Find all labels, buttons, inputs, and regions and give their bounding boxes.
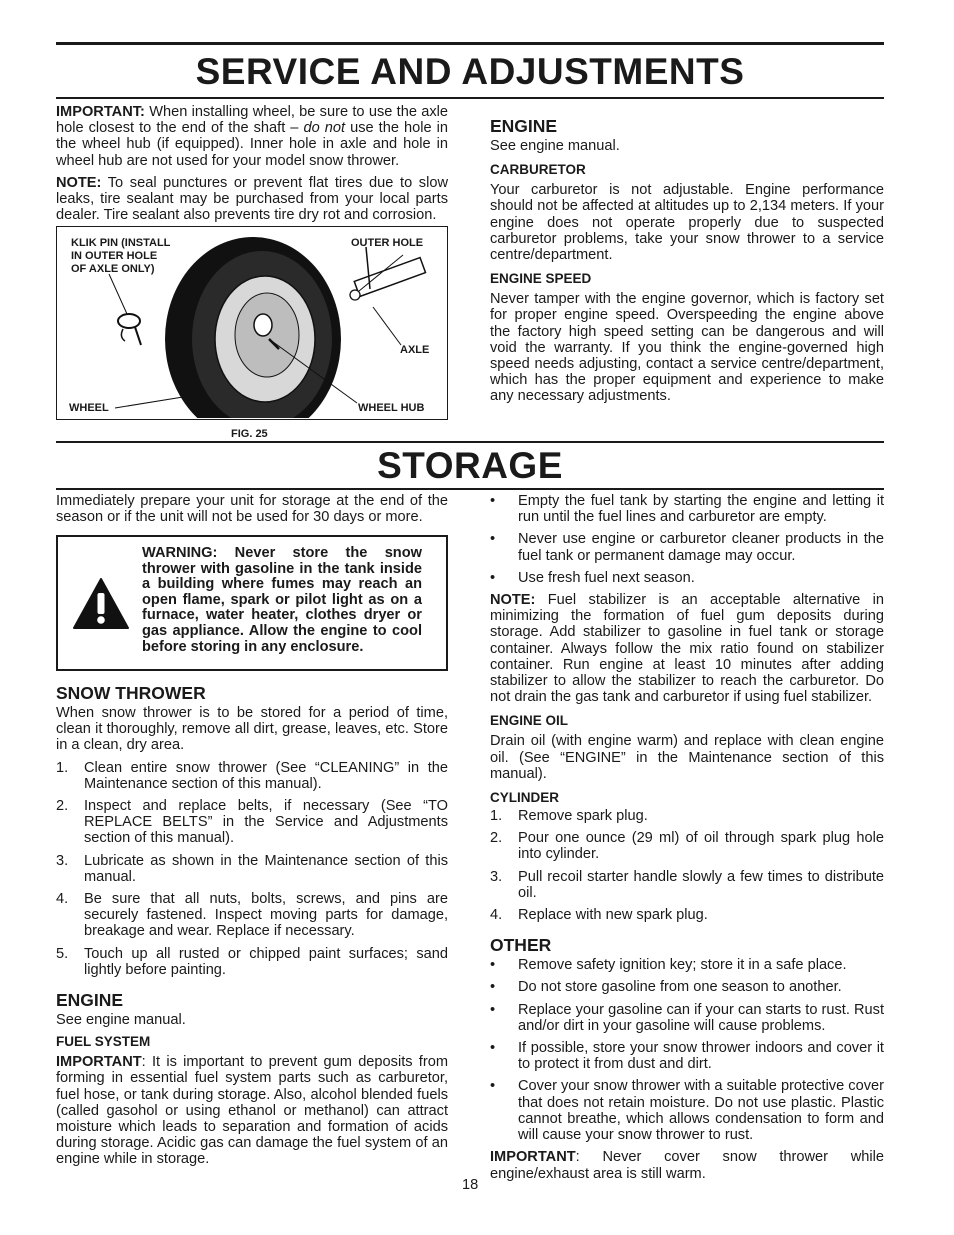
snow-thrower-section xyxy=(56,683,448,1174)
list-item: • Do not store gasoline from one season to another. xyxy=(490,979,842,996)
axle-shaft xyxy=(354,258,425,297)
klik-pin-ring xyxy=(118,314,140,328)
page-number: 18 xyxy=(462,1177,479,1193)
service-left-column xyxy=(56,104,448,229)
list-item: 4. Be sure that all nuts, bolts, screws, and pins are securely fastened. Inspect moving parts for damage, breakage and wear. Replace if necessary. xyxy=(56,891,448,940)
other-heading: OTHER xyxy=(490,935,552,956)
storage-left-column xyxy=(56,493,448,531)
engine-see-manual: See engine manual. xyxy=(490,138,620,154)
tire-sealant-note: NOTE: To seal punctures or prevent flat tires due to slow leaks, tire sealant may be purchased from your local parts dealer. Tire sealant also prevents tire dry rot and corrosion. xyxy=(56,174,448,224)
list-item: 1. Remove spark plug. xyxy=(490,808,648,825)
fuel-stabilizer-note: NOTE: Fuel stabilizer is an acceptable alternative in minimizing the formation of fuel gum deposits during storage. Add stabilizer to gasoline in fuel tank or storage container. Always follow the mix ratio found on stabilizer container. Run engine at least 10 minutes after adding stabilizer to allow the stabilizer to reach the carburetor. Do not drain the gas tank and carburetor if using fuel stabilizer. xyxy=(490,592,884,706)
cylinder-heading: CYLINDER xyxy=(490,790,560,806)
section-title-storage: STORAGE xyxy=(377,445,563,486)
carburetor-text: Your carburetor is not adjustable. Engine performance should not be affected at altitudes up to 2,134 meters. If your engine does not operate properly due to suspected carburetor problems, take your snow thrower to a service centre/department. xyxy=(490,182,884,264)
storage-engine-heading: ENGINE xyxy=(56,990,124,1011)
leader-klik xyxy=(109,274,127,314)
engine-speed-text: Never tamper with the engine governor, which is factory set for proper engine speed. Overspeeding the engine above the factory high speed setting can be dangerous and will void the warranty. If you think the engine-governed high speed needs adjusting, contact a service centre/department, which has the proper equipment and experience to make any necessary adjustments. xyxy=(490,291,884,405)
axle-outer-hole xyxy=(350,290,360,300)
list-item: 1. Clean entire snow thrower (See “CLEANING” in the Maintenance section of this manual). xyxy=(56,759,448,792)
list-item: 4. Replace with new spark plug. xyxy=(490,907,708,924)
storage-top-rule xyxy=(56,441,884,443)
list-item: 2. Inspect and replace belts, if necessary (See “TO REPLACE BELTS” in the Service and Adjustments section of this manual). xyxy=(56,798,448,847)
snow-thrower-steps xyxy=(56,760,448,978)
list-item: 2. Pour one ounce (29 ml) of oil through spark plug hole into cylinder. xyxy=(490,830,884,863)
service-title-rule xyxy=(56,97,884,99)
cover-warm-important: IMPORTANT: Never cover snow thrower while engine/exhaust area is still warm. xyxy=(490,1149,884,1182)
section-title-service: SERVICE AND ADJUSTMENTS xyxy=(195,51,745,92)
list-item: • Never use engine or carburetor cleaner products in the fuel tank or permanent damage may occur. xyxy=(490,531,884,564)
snow-thrower-heading: SNOW THROWER xyxy=(56,683,206,703)
list-item: • Use fresh fuel next season. xyxy=(490,569,695,586)
label-klik-pin: KLIK PIN (INSTALL IN OUTER HOLE OF AXLE ONLY) xyxy=(71,237,171,275)
storage-title-rule xyxy=(56,488,884,490)
label-wheel: WHEEL xyxy=(69,402,109,414)
carburetor-heading: CARBURETOR xyxy=(490,162,586,178)
list-item: 3. Pull recoil starter handle slowly a few times to distribute oil. xyxy=(490,868,884,901)
leader-wheel xyxy=(115,397,183,408)
list-item: • Cover your snow thrower with a suitable protective cover that does not retain moisture. Do not use plastic. Plastic cannot breathe, which allows condensation to form and will cause your snow thrower to rust. xyxy=(490,1078,884,1144)
warning-box xyxy=(56,535,448,671)
fuel-system-text: IMPORTANT: It is important to prevent gum deposits from forming in essential fuel system parts such as carburetor, fuel hose, or tank during storage. Also, alcohol blended fuels (called gasohol or using ethanol or methanol) can attract moisture which leads to separation and formation of acids during storage. Acidic gas can damage the fuel system of an engine while in storage. xyxy=(56,1054,448,1168)
engine-oil-heading: ENGINE OIL xyxy=(490,713,569,729)
list-item: 3. Lubricate as shown in the Maintenance section of this manual. xyxy=(56,852,448,885)
klik-pin-shaft xyxy=(135,327,141,345)
engine-heading: ENGINE xyxy=(490,116,558,136)
list-item: • Remove safety ignition key; store it in a safe place. xyxy=(490,957,847,974)
label-wheel-hub: WHEEL HUB xyxy=(358,402,425,414)
wheel-important-paragraph: IMPORTANT: When installing wheel, be sure to use the axle hole closest to the end of the shaft – do not use the hole in the wheel hub (if equipped). Inner hole in axle and hole in wheel hub are not used for your model snow thrower. xyxy=(56,104,449,169)
service-right-column xyxy=(490,116,884,411)
klik-pin-hook xyxy=(121,329,125,341)
engine-oil-text: Drain oil (with engine warm) and replace with clean engine oil. (See “ENGINE” in the Maintenance section of this manual). xyxy=(490,733,884,782)
label-outer-hole: OUTER HOLE xyxy=(351,237,424,249)
figure-wheel-axle xyxy=(56,226,448,420)
label-axle: AXLE xyxy=(400,344,430,356)
engine-speed-heading: ENGINE SPEED xyxy=(490,271,592,287)
list-item: • Empty the fuel tank by starting the engine and letting it run until the fuel lines and carburetor are empty. xyxy=(490,493,884,526)
list-item: • If possible, store your snow thrower indoors and cover it to protect it from dust and dirt. xyxy=(490,1040,884,1073)
figure-caption: FIG. 25 xyxy=(231,428,268,440)
storage-intro: Immediately prepare your unit for storage at the end of the season or if the unit will not be used for 30 days or more. xyxy=(56,493,448,526)
storage-engine-see-manual: See engine manual. xyxy=(56,1012,186,1029)
fuel-system-heading: FUEL SYSTEM xyxy=(56,1034,151,1050)
wheel-hub-shape xyxy=(254,314,272,336)
top-rule xyxy=(56,42,884,45)
list-item: • Replace your gasoline can if your can starts to rust. Rust and/or dirt in your gasoline will cause problems. xyxy=(490,1001,884,1034)
storage-right-column xyxy=(490,493,884,1188)
warning-text: WARNING: Never store the snow thrower with gasoline in the tank inside a building where fumes may reach an open flame, spark or pilot light as on a furnace, water heater, clothes dryer or gas appliance. Allow the engine to cool before storing in any enclosure. xyxy=(142,545,422,655)
list-item: 5. Touch up all rusted or chipped paint surfaces; sand lightly before painting. xyxy=(56,945,448,978)
snow-thrower-intro: When snow thrower is to be stored for a period of time, clean it thoroughly, remove all dirt, grease, leaves, etc. Store in a clean, dry area. xyxy=(56,705,448,754)
warning-triangle-icon xyxy=(72,577,130,631)
leader-axle xyxy=(373,307,401,345)
